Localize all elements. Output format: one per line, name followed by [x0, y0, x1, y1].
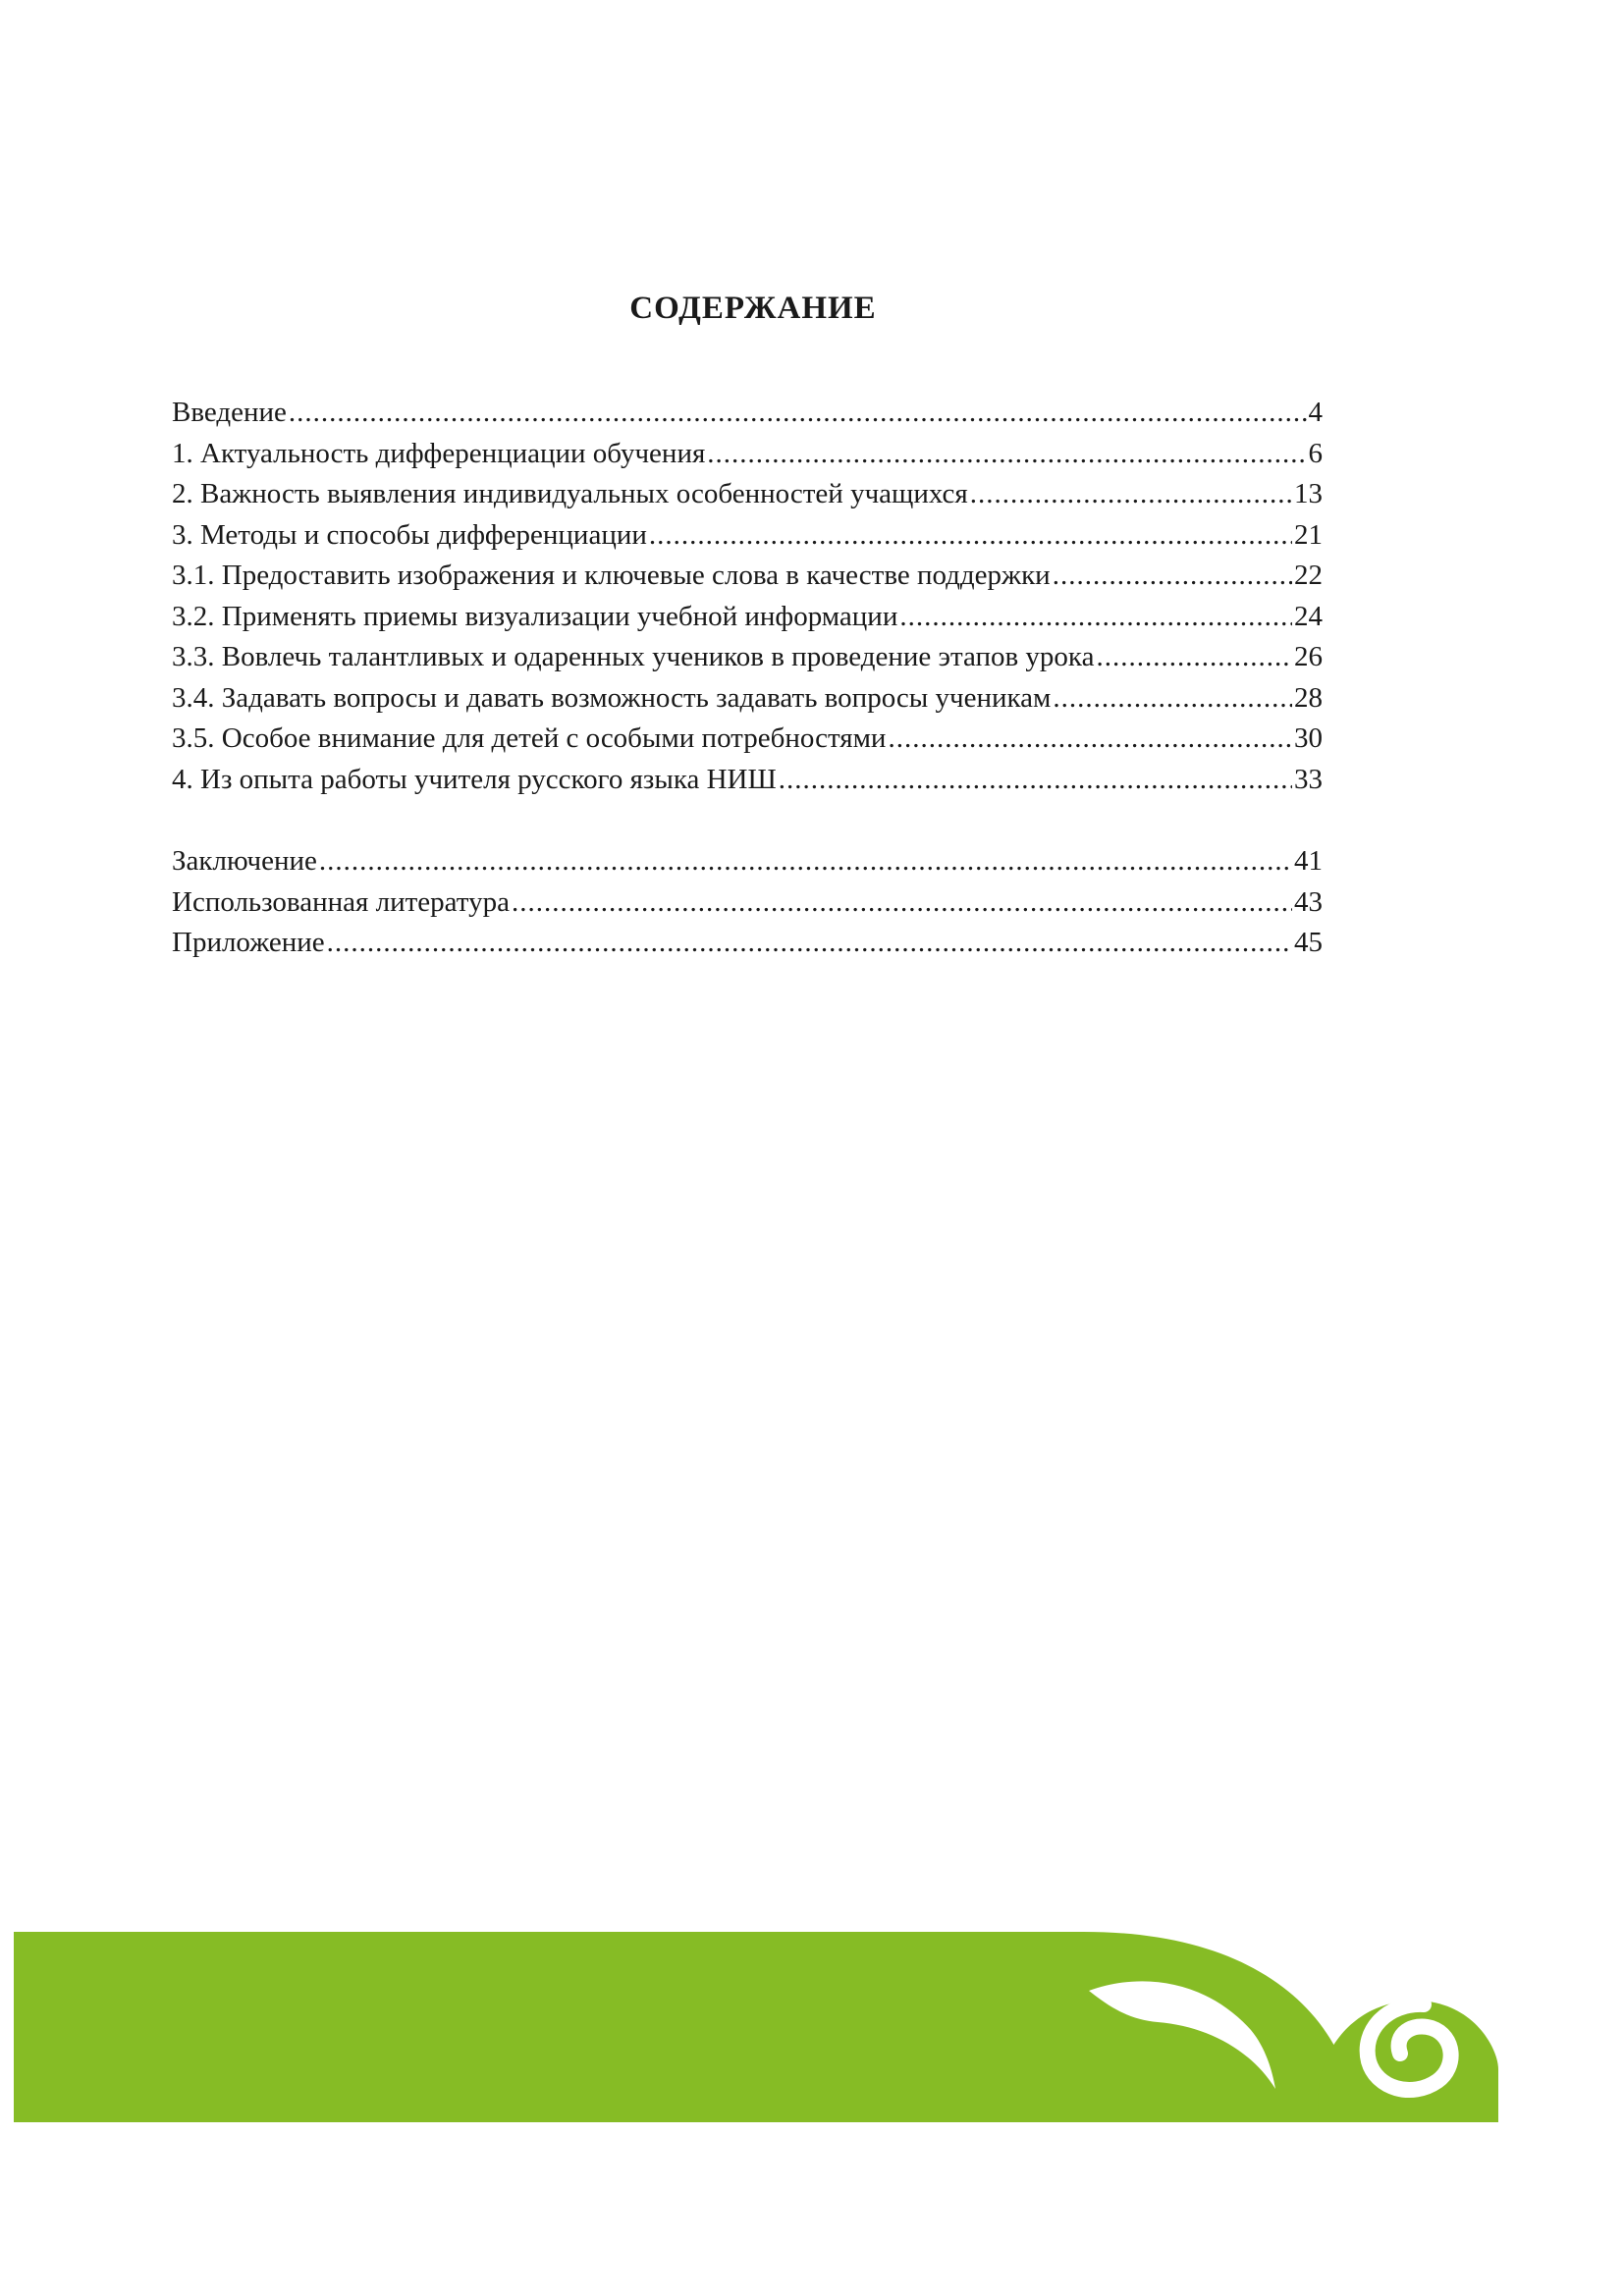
- toc-item-section-3-1[interactable]: [172, 556, 1323, 597]
- toc-item-label: 3. Методы и способы дифференциации: [172, 518, 647, 551]
- toc-item-label: Введение: [172, 397, 287, 428]
- toc-item-conclusion[interactable]: [172, 841, 1323, 882]
- toc-item-page: 22: [1294, 560, 1323, 591]
- toc-leader-dots: [888, 719, 1292, 760]
- toc-item-label: 3.1. Предоставить изображения и ключевые слова в качестве поддержки: [172, 560, 1051, 591]
- toc-item-section-2[interactable]: [172, 474, 1323, 515]
- page-title: СОДЕРЖАНИЕ: [629, 291, 877, 326]
- toc-item-label: 3.3. Вовлечь талантливых и одаренных учеников в проведение этапов урока: [172, 641, 1095, 672]
- footer-green-band: [14, 1932, 1498, 2122]
- toc-item-introduction[interactable]: [172, 393, 1323, 434]
- toc-item-references[interactable]: [172, 882, 1323, 924]
- toc-leader-dots: [779, 760, 1292, 801]
- toc-item-label: 1. Актуальность дифференциации обучения: [172, 437, 706, 469]
- toc-item-label: Приложение: [172, 927, 325, 958]
- toc-item-page: 28: [1294, 681, 1323, 714]
- toc-item-label: 3.4. Задавать вопросы и давать возможность задавать вопросы ученикам: [172, 681, 1052, 714]
- toc-item-section-3-3[interactable]: [172, 637, 1323, 678]
- toc-item-label: 4. Из опыта работы учителя русского языка НИШ: [172, 763, 777, 795]
- toc-item-section-1[interactable]: [172, 434, 1323, 475]
- toc-leader-dots: [899, 597, 1292, 638]
- toc-item-section-3[interactable]: [172, 515, 1323, 557]
- toc-item-page: 41: [1294, 845, 1323, 877]
- toc-item-appendix[interactable]: [172, 923, 1323, 964]
- toc-item-label: 3.5. Особое внимание для детей с особыми потребностями: [172, 722, 887, 754]
- toc-leader-dots: [707, 434, 1306, 475]
- toc-leader-dots: [970, 474, 1292, 515]
- toc-item-label: Заключение: [172, 845, 317, 877]
- toc-item-section-3-4[interactable]: [172, 678, 1323, 720]
- toc-leader-dots: [1096, 637, 1292, 678]
- toc-item-page: 4: [1308, 397, 1323, 428]
- toc-item-page: 24: [1294, 600, 1323, 632]
- toc-item-section-3-2[interactable]: [172, 597, 1323, 638]
- table-of-contents: [172, 393, 1323, 964]
- toc-item-section-4[interactable]: [172, 760, 1323, 801]
- toc-item-page: 43: [1294, 885, 1323, 918]
- toc-item-page: 30: [1294, 722, 1323, 754]
- toc-item-page: 21: [1294, 518, 1323, 551]
- toc-leader-dots: [649, 515, 1292, 557]
- toc-leader-dots: [1053, 678, 1292, 720]
- toc-item-page: 26: [1294, 641, 1323, 672]
- toc-item-page: 45: [1294, 927, 1323, 958]
- toc-item-label: 2. Важность выявления индивидуальных особенностей учащихся: [172, 478, 968, 509]
- toc-item-page: 6: [1308, 437, 1323, 469]
- toc-leader-dots: [319, 841, 1292, 882]
- toc-item-section-3-5[interactable]: [172, 719, 1323, 760]
- toc-item-page: 33: [1294, 763, 1323, 795]
- toc-item-page: 13: [1294, 478, 1323, 509]
- toc-leader-dots: [1053, 556, 1292, 597]
- toc-item-label: Использованная литература: [172, 885, 510, 918]
- toc-leader-dots: [289, 393, 1307, 434]
- toc-leader-dots: [327, 923, 1292, 964]
- toc-leader-dots: [512, 882, 1292, 924]
- toc-item-label: 3.2. Применять приемы визуализации учебной информации: [172, 600, 898, 632]
